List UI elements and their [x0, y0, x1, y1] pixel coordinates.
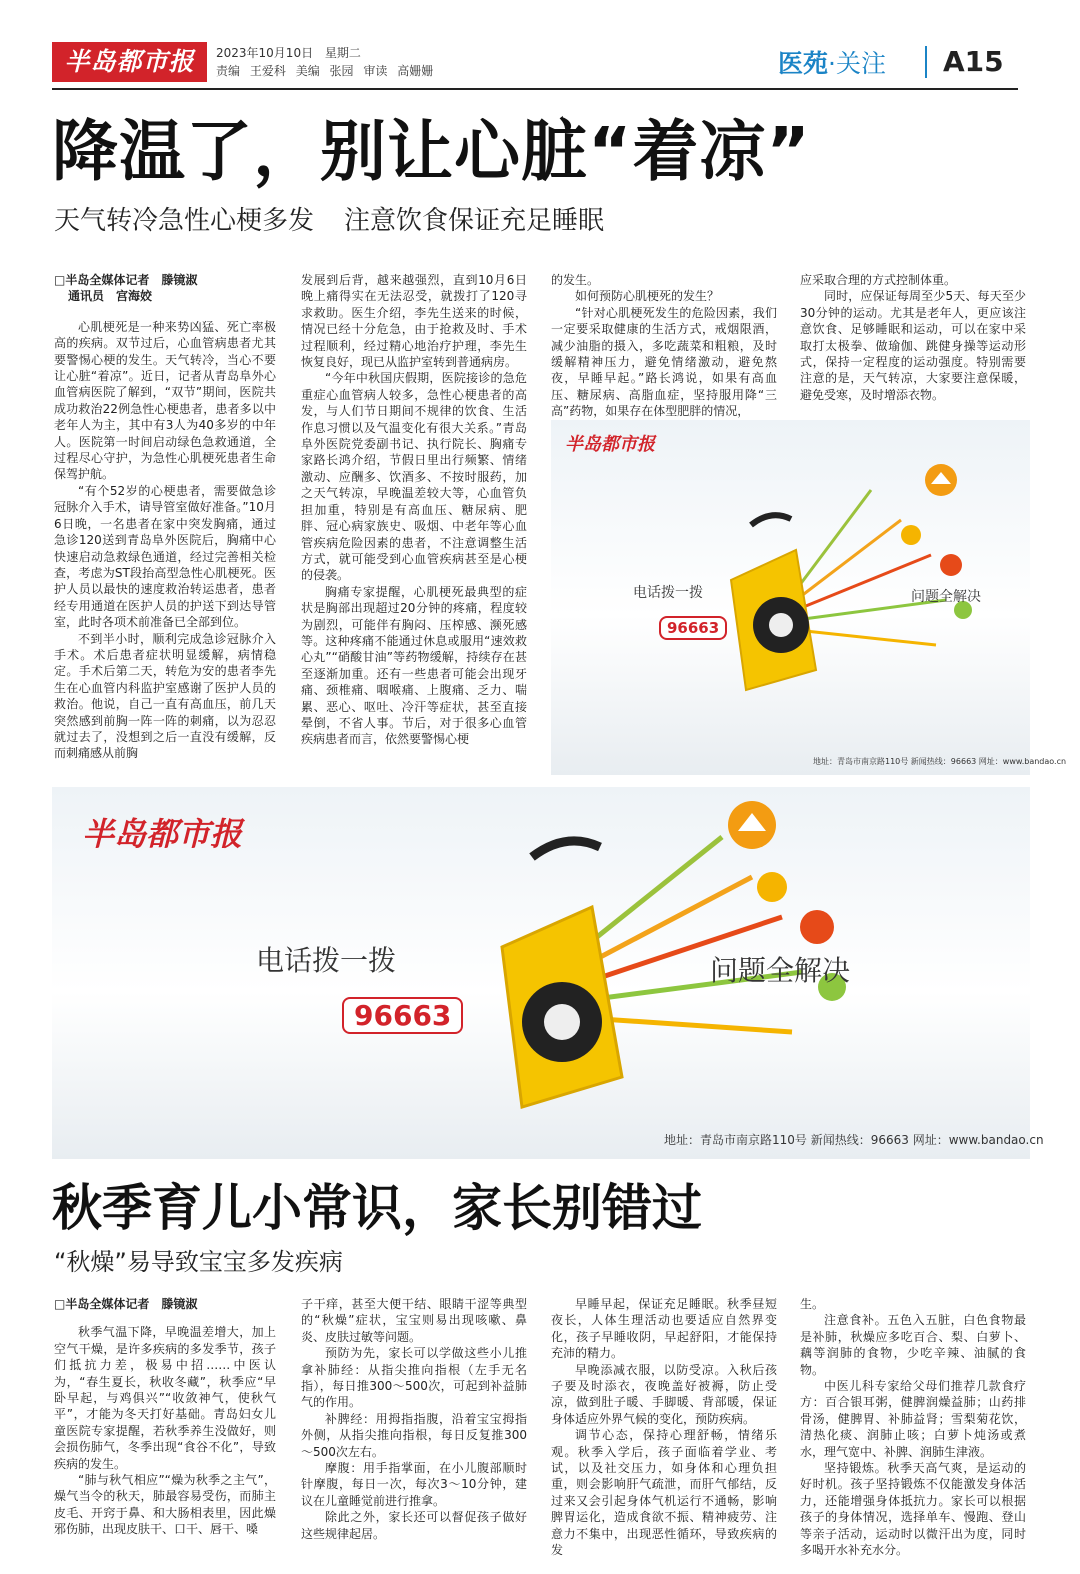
masthead-rule — [52, 88, 1018, 90]
paragraph: “有个52岁的心梗患者，需要做急诊冠脉介入手术，请导管室做好准备。”10月6日晚，一名患者在家中突发胸痛，通过急诊120送到青岛阜外医院后，胸痛中心快速启动急救绿色通道，经过完善相关检查，考虑为ST段抬高型急性心肌梗死。医护人员以最快的速度救治转运患者，患者经专用通道在医护人员的护送下到达导管室，此时各项术前准备已全部到位。 — [54, 483, 276, 630]
paragraph: 不到半小时，顺利完成急诊冠脉介入手术。术后患者症状明显缓解，病情稳定。手术后第二天，转危为安的患者李先生在心血管内科监护室感谢了医护人员的救治。他说，自己一直有高血压，前几天突然感到前胸一阵一阵的刺痛，以为忍忍就过去了，没想到之后一直没有缓解，反而刺痛感从前胸 — [54, 631, 276, 761]
article1-column-1 — [54, 272, 276, 772]
paragraph: 生。 — [800, 1297, 825, 1311]
paragraph: “针对心肌梗死发生的危险因素，我们一定要采取健康的生活方式，戒烟限酒，减少油脂的摄入，多吃蔬菜和粗粮，及时缓解精神压力，避免情绪激动，避免熬夜，早睡早起。”路长鸿说，如果有高血压、糖尿病、高脂血症，坚持服用降“三高”药物，如果存在体型肥胖的情况， — [551, 305, 777, 419]
proof-label: 审读 — [363, 64, 388, 78]
paragraph: 补脾经：用拇指指腹，沿着宝宝拇指外侧，从指尖推向指根，每日反复推300～500次左右。 — [301, 1411, 527, 1459]
issue-weekday: 星期二 — [324, 46, 361, 60]
proof-name: 高姗姗 — [397, 64, 434, 78]
paragraph: 注意食补。五色入五脏，白色食物最是补肺，秋燥应多吃百合、梨、白萝卜、藕等润肺的食物，少吃辛辣、油腻的食物。 — [800, 1313, 1026, 1377]
article1-subtitle-b: 注意饮食保证充足睡眠 — [344, 206, 605, 236]
paragraph: 早睡早起，保证充足睡眠。秋季昼短夜长，人体生理活动也要适应自然界变化，孩子早睡收阴，早起舒阳，才能保持充沛的精力。 — [551, 1297, 777, 1361]
paragraph: 坚持锻炼。秋季天高气爽，是运动的好时机。孩子坚持锻炼不仅能激发身体活力，还能增强身体抵抗力。家长可以根据孩子的身体情况，选择单车、慢跑、登山等亲子活动，运动时以微汗出为度，同时多喝开水补充水分。 — [800, 1461, 1026, 1558]
large-ad — [52, 787, 1044, 1159]
paragraph: 中医儿科专家给父母们推荐几款食疗方：百合银耳粥，健脾润燥益肺；山药排骨汤，健脾胃、补肺益肾；雪梨菊花饮，清热化痰、润肺止咳；白萝卜炖汤或煮水，理气宽中、补脾、润肺生津液。 — [800, 1379, 1026, 1459]
ad-logo-large: 半岛都市报 — [82, 815, 243, 853]
ad-right-text: 问题全解决 — [911, 589, 981, 605]
ad-logo: 半岛都市报 — [565, 434, 655, 455]
paragraph: 如何预防心肌梗死的发生？ — [575, 289, 720, 304]
masthead-date-line — [216, 44, 369, 61]
article1-byline: □半岛全媒体记者 滕镜淑 — [54, 273, 198, 287]
article1-column-3 — [551, 272, 777, 418]
article2-title: 秋季育儿小常识，家长别错过 — [52, 1179, 702, 1237]
paragraph: 秋季气温下降，早晚温差增大，加上空气干燥，是许多疾病的多发季节，孩子们抵抗力差，极易中招……中医认为，“春生夏长，秋收冬藏”，秋季应“早卧早起，与鸡俱兴”“收敛神气，使秋气平”，才能为冬天打好基础。青岛妇女儿童医院专家提醒，若秋季养生没做好，则会损伤肺气，冬季出现“食谷不化”，导致疾病的发生。 — [54, 1325, 276, 1471]
ad-left-text-large: 电话拨一拨 — [256, 944, 397, 977]
small-ad — [551, 420, 1067, 775]
paragraph: 摩腹：用手指掌面，在小儿腹部顺时针摩腹，每日一次，每次3～10分钟，建议在儿童睡觉前进行推拿。 — [301, 1461, 527, 1508]
ad-left-text: 电话拨一拨 — [633, 585, 703, 601]
section-name: 医苑 — [778, 49, 829, 78]
editor-name: 王爱科 — [249, 64, 286, 78]
article1-column-4 — [800, 272, 1026, 418]
article1-byline-2: 通讯员 宫海姣 — [68, 289, 153, 304]
section-title — [778, 44, 886, 80]
article2-column-4 — [800, 1296, 1026, 1566]
editor-label: 责编 — [216, 64, 241, 78]
designer-name: 张园 — [329, 64, 354, 78]
ad-hotline: 96663 — [659, 616, 727, 640]
ad-footer-large: 地址：青岛市南京路110号 新闻热线：96663 网址：www.bandao.cn — [664, 1133, 1044, 1147]
masthead-staff-line — [216, 62, 439, 79]
article1-subtitle-a: 天气转冷急性心梗多发 — [54, 206, 315, 236]
article2-column-1 — [54, 1296, 276, 1566]
paragraph: 发展到后背，越来越强烈，直到10月6日晚上痛得实在无法忍受，就拨打了120寻求救助。医生介绍，李先生送来的时候，情况已经十分危急，由于抢救及时、手术过程顺利，经过精心地治疗护理，李先生恢复良好，现已从监护室转到普通病房。 — [301, 273, 527, 370]
article2-byline: □半岛全媒体记者 滕镜淑 — [54, 1297, 198, 1311]
issue-date: 2023年10月10日 — [216, 46, 314, 60]
paragraph: “今年中秋国庆假期，医院接诊的急危重症心血管病人较多，急性心梗患者的高发，与人们节日期间不规律的饮食、生活作息习惯以及气温变化有很大关系。”青岛阜外医院党委副书记、执行院长、胸痛专家路长鸿介绍，节假日里出行频繁、情绪激动、应酬多、饮酒多、不按时服药，加之天气转凉，早晚温差较大等，心血管负担加重，特别是有高血压、糖尿病、肥胖、冠心病家族史、吸烟、中老年等心血管疾病危险因素的患者，不注意调整生活方式，就可能受到心血管疾病甚至是心梗的侵袭。 — [301, 371, 527, 583]
newspaper-logo: 半岛都市报 — [52, 42, 207, 82]
article1-column-2 — [301, 272, 527, 772]
ad-hotline-large: 96663 — [342, 997, 463, 1034]
paragraph: 应采取合理的方式控制体重。 — [800, 273, 957, 287]
paragraph: “肺与秋气相应”“燥为秋季之主气”，燥气当令的秋天，肺最容易受伤，而肺主皮毛、开窍于鼻、和大肠相表里，因此燥邪伤肺，出现皮肤干、口干、唇干、嗓 — [54, 1473, 276, 1537]
paragraph: 胸痛专家提醒，心肌梗死最典型的症状是胸部出现超过20分钟的疼痛，程度较为剧烈，可能伴有胸闷、压榨感、濒死感等。这种疼痛不能通过休息或服用“速效救心丸”“硝酸甘油”等药物缓解，持续存在甚至逐渐加重。还有一些患者可能会出现牙痛、颈椎痛、咽喉痛、上腹痛、乏力、喘累、恶心、呕吐、冷汗等症状，甚至直接晕倒，不省人事。节后，对于很多心血管疾病患者而言，依然要警惕心梗 — [301, 584, 527, 747]
paragraph: 的发生。 — [551, 273, 600, 287]
paragraph: 同时，应保证每周至少5天、每天至少30分钟的运动。尤其是老年人，更应该注意饮食、足够睡眠和运动，可以在家中采取打太极拳、做瑜伽、跳健身操等运动形式，保持一定程度的运动强度。特别需要注意的是，天气转凉，大家要注意保暖，避免受寒，及时增添衣物。 — [800, 289, 1026, 402]
article2-column-3 — [551, 1296, 777, 1566]
section-divider — [925, 46, 927, 78]
paragraph: 子干痒，甚至大便干结、眼睛干涩等典型的“秋燥”症状，宝宝则易出现咳嗽、鼻炎、皮肤过敏等问题。 — [301, 1297, 527, 1344]
ad-footer: 地址：青岛市南京路110号 新闻热线：96663 网址：www.bandao.cn — [813, 757, 1067, 766]
paragraph: 心肌梗死是一种来势凶猛、死亡率极高的疾病。双节过后，心血管病患者尤其要警惕心梗的发生。天气转冷，当心不要让心脏“着凉”。近日，记者从青岛阜外心血管病医院了解到，“双节”期间，医院共成功救治22例急性心梗患者，患者多以中老年人为主，其中有3人为40多岁的中年人。医院第一时间启动绿色急救通道，全过程尽心守护，为急性心肌梗死患者生命保驾护航。 — [54, 319, 276, 482]
article2-subtitle: “秋燥”易导致宝宝多发疾病 — [54, 1248, 343, 1276]
article2-column-2 — [301, 1296, 527, 1566]
section-subname: ·关注 — [828, 49, 886, 78]
article1-subtitle — [54, 200, 634, 237]
paragraph: 调节心态，保持心理舒畅，情绪乐观。秋季入学后，孩子面临着学业、考试，以及社交压力，如身体和心理负担重，则会影响肝气疏泄，而肝气郁结，反过来又会引起身体气机运行不通畅，影响脾胃运化，造成食欲不振、精神疲劳、注意力不集中，出现恶性循环，导致疾病的发 — [551, 1428, 777, 1558]
article1-title: 降温了，别让心脏“着凉” — [52, 113, 811, 190]
paragraph: 除此之外，家长还可以督促孩子做好这些规律起居。 — [301, 1510, 527, 1541]
ad-right-text-large: 问题全解决 — [710, 954, 851, 987]
paragraph: 早晚添减衣服，以防受凉。入秋后孩子要及时添衣，夜晚盖好被褥，防止受凉，做到肚子暖、手脚暖、背部暖，保证身体适应外界气候的变化，预防疾病。 — [551, 1362, 777, 1426]
page-number: A15 — [943, 45, 1004, 78]
paragraph: 预防为先，家长可以学做这些小儿推拿补肺经：从指尖推向指根（左手无名指），每日推300～500次，可起到补益肺气的作用。 — [301, 1346, 527, 1410]
designer-label: 美编 — [295, 64, 320, 78]
